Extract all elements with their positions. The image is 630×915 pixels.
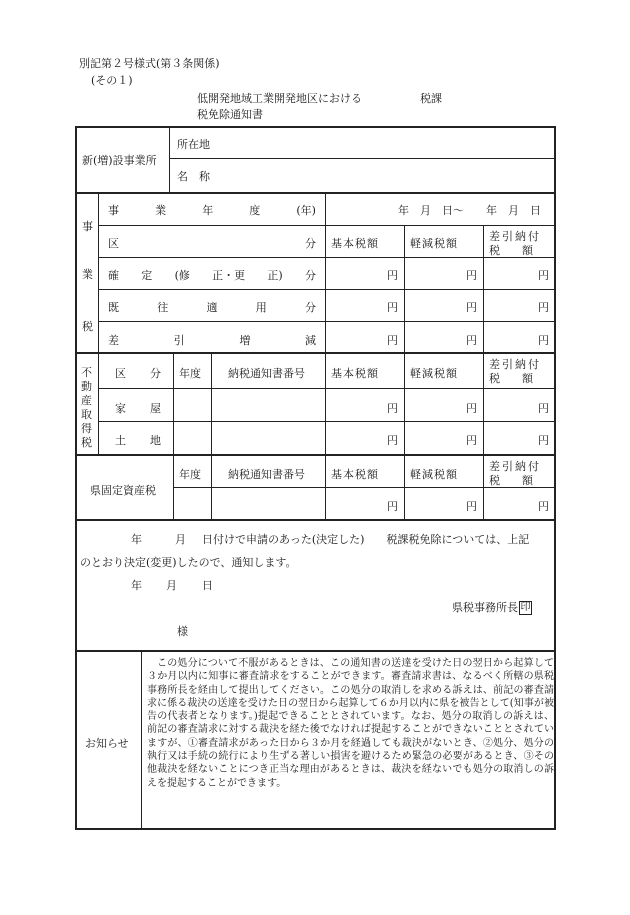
re-basic-header: 基本税額 xyxy=(331,367,379,380)
issuer xyxy=(452,599,532,615)
decision-year: 年 xyxy=(131,533,142,546)
business-period: 年 月 日～ 年 月 日 xyxy=(398,204,541,217)
fixed-asset-label: 県固定資産税 xyxy=(90,484,156,497)
fa-reduction-header: 軽減税額 xyxy=(410,468,458,481)
notice-date-day: 日 xyxy=(202,579,213,592)
yen-unit: 円 xyxy=(387,334,398,347)
house-row-label: 家 屋 xyxy=(115,402,161,415)
notice-date-year: 年 xyxy=(131,579,142,592)
yen-unit: 円 xyxy=(538,434,549,447)
yen-unit: 円 xyxy=(538,500,549,513)
re-notice-no-header: 納税通知書番号 xyxy=(228,367,305,380)
seal-icon: 印 xyxy=(520,602,531,613)
yen-unit: 円 xyxy=(387,301,398,314)
notice-label: お知らせ xyxy=(85,737,129,750)
yen-unit: 円 xyxy=(466,500,477,513)
fa-net-header-line2: 税 額 xyxy=(489,474,533,487)
yen-unit: 円 xyxy=(466,301,477,314)
yen-unit: 円 xyxy=(387,269,398,282)
form-title-tax-type: 税課 xyxy=(420,92,442,105)
previous-row-label: 既 往 適 用 分 xyxy=(108,301,316,314)
fa-year-header: 年度 xyxy=(179,468,201,481)
yen-unit: 円 xyxy=(538,301,549,314)
yen-unit: 円 xyxy=(387,402,398,415)
yen-unit: 円 xyxy=(387,434,398,447)
net-tax-header-line2: 税 額 xyxy=(489,244,533,257)
re-net-header-line1: 差引納付 xyxy=(489,358,541,371)
net-tax-header-line1: 差引納付 xyxy=(489,230,541,243)
difference-row-label: 差 引 増 減 xyxy=(108,334,316,347)
yen-unit: 円 xyxy=(466,269,477,282)
yen-unit: 円 xyxy=(538,402,549,415)
basic-tax-header: 基本税額 xyxy=(331,237,379,250)
form-title-line2: 税免除通知書 xyxy=(197,108,263,121)
fa-notice-no-header: 納税通知書番号 xyxy=(228,468,305,481)
category-label: 区 分 xyxy=(108,237,316,250)
re-category-header: 区 分 xyxy=(115,367,161,380)
fa-basic-header: 基本税額 xyxy=(331,468,379,481)
yen-unit: 円 xyxy=(387,500,398,513)
notice-date-month: 月 xyxy=(166,579,177,592)
form-part: (その１) xyxy=(91,74,133,87)
issuer-name: 県税事務所長 xyxy=(452,601,518,614)
addressee-suffix: 様 xyxy=(177,625,188,638)
yen-unit: 円 xyxy=(538,334,549,347)
land-row-label: 土 地 xyxy=(115,434,161,447)
decision-line2: のとおり決定(変更)したので、通知します。 xyxy=(80,556,297,569)
address-label: 所在地 xyxy=(177,138,210,151)
yen-unit: 円 xyxy=(538,269,549,282)
business-site-label: 新(増)設事業所 xyxy=(82,154,157,167)
form-title-line1: 低開発地域工業開発地区における xyxy=(197,92,362,105)
confirmed-row-label: 確 定 (修 正・更 正) 分 xyxy=(108,269,316,282)
yen-unit: 円 xyxy=(466,434,477,447)
reduction-tax-header: 軽減税額 xyxy=(410,237,458,250)
name-label: 名 称 xyxy=(177,170,210,183)
yen-unit: 円 xyxy=(466,402,477,415)
re-year-header: 年度 xyxy=(179,367,201,380)
business-year-label: 事 業 年 度 (年) xyxy=(108,204,316,217)
decision-line1: 日付けで申請のあった(決定した) 税課税免除については、上記 xyxy=(202,533,530,546)
re-reduction-header: 軽減税額 xyxy=(410,367,458,380)
fa-net-header-line1: 差引納付 xyxy=(489,460,541,473)
notice-body: この処分について不服があるときは、この通知書の送達を受けた日の翌日から起算して３か月以内に知事に審査請求をすることができます。審査請求書は、なるべく所轄の県税事務所長を経由して提出してください。この処分の取消しを求める訴えは、前記の審査請求に係る裁決の送達を受けた日の翌日から起算して６か月以内に県を被告として(知事が被告の代表者となります。)提起できることとされています。なお、処分の取消しの訴えは、前記の審査請求に対する裁決を経た後でなければ提起することができないこととされていますが、①審査請求があった日から３か月を経過しても裁決がないとき、②処分、処分の執行又は手続の続行により生ずる著しい損害を避けるため緊急の必要があるとき、③その他裁決を経ないことにつき正当な理由があるときは、裁決を経ないでも処分の取消しの訴えを提起することができます。 xyxy=(147,658,554,789)
decision-month: 月 xyxy=(175,533,186,546)
re-net-header-line2: 税 額 xyxy=(489,372,533,385)
form-number: 別記第２号様式(第３条関係) xyxy=(79,57,220,70)
yen-unit: 円 xyxy=(466,334,477,347)
